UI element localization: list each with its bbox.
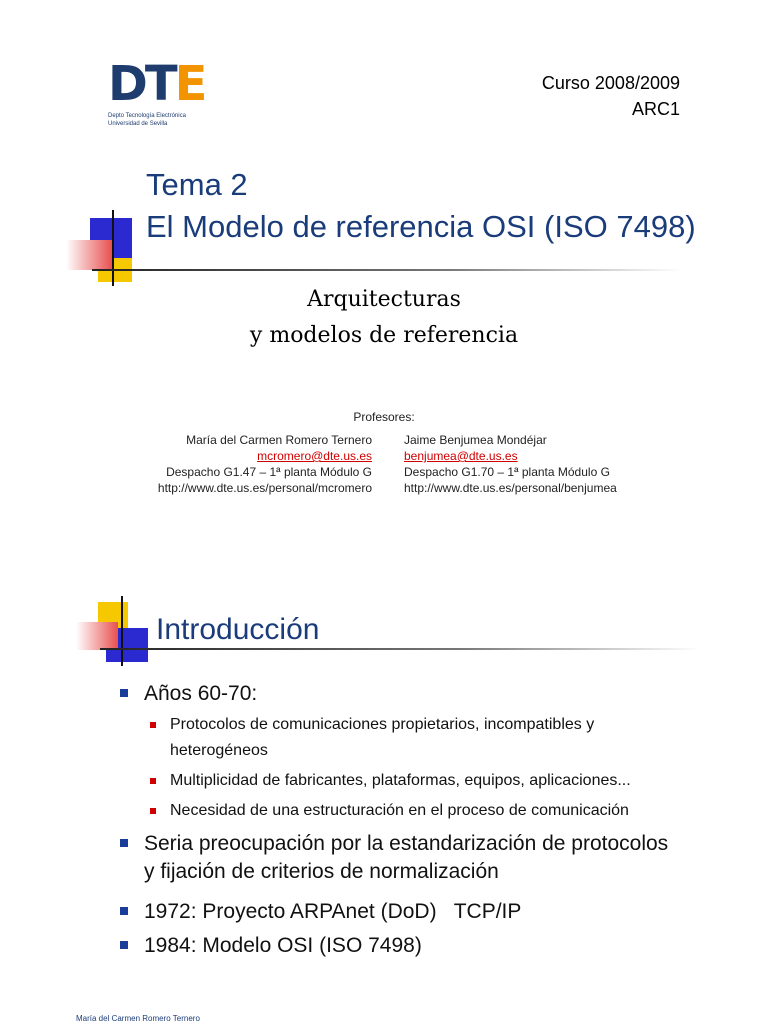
bullet-marker-icon: [120, 941, 128, 949]
course-year: Curso 2008/2009: [541, 73, 680, 93]
prof1-email-link[interactable]: mcromero@dte.us.es: [257, 449, 372, 463]
prof1-url: http://www.dte.us.es/personal/mcromero: [157, 481, 372, 495]
intro-title: Introducción: [156, 613, 320, 646]
slide-title: El Modelo de referencia OSI (ISO 7498): [146, 209, 696, 244]
bullet-marker-icon: [120, 907, 128, 915]
main-heading: [0, 282, 768, 354]
prof2-office: Despacho G1.70 – 1ª planta Módulo G: [404, 465, 610, 479]
dte-logo: [108, 56, 205, 112]
logo-subtitle: [108, 112, 186, 128]
intro-divider: [100, 648, 700, 650]
bullet-marker-icon: [120, 839, 128, 847]
bullet-text: 1972: Proyecto ARPAnet (DoD) TCP/IP: [144, 900, 522, 923]
course-info: [542, 70, 680, 122]
professor-1: [158, 432, 372, 496]
sub-bullet-marker-icon: [150, 778, 156, 784]
bullet-marker-icon: [120, 689, 128, 697]
deco-red-square: [66, 240, 112, 270]
sub-bullet-marker-icon: [150, 722, 156, 728]
prof1-name: María del Carmen Romero Ternero: [186, 433, 372, 447]
logo-line-2: Universidad de Sevilla: [108, 121, 168, 127]
bullet-text: 1984: Modelo OSI (ISO 7498): [144, 934, 422, 957]
prof2-name: Jaime Benjumea Mondéjar: [404, 433, 547, 447]
sub-bullet-text: Necesidad de una estructuración en el proceso de comunicación: [170, 802, 629, 819]
course-code: ARC1: [631, 99, 680, 119]
heading-line-1: Arquitecturas: [307, 287, 461, 312]
title-divider: [92, 269, 682, 271]
intro-deco-red-square: [76, 622, 118, 650]
footer-author: María del Carmen Romero Ternero: [76, 1014, 200, 1023]
logo-line-1: Depto Tecnología Electrónica: [108, 113, 186, 119]
sub-bullet-marker-icon: [150, 808, 156, 814]
prof2-email-link[interactable]: benjumea@dte.us.es: [404, 449, 518, 463]
tema-label: Tema 2: [146, 167, 248, 202]
prof1-office: Despacho G1.47 – 1ª planta Módulo G: [166, 465, 372, 479]
prof2-url: http://www.dte.us.es/personal/benjumea: [404, 481, 617, 495]
logo-mark-right: E: [174, 56, 205, 112]
intro-deco-vertical-line: [121, 596, 123, 666]
bullet-text: Seria preocupación por la estandarización de protocolos y fijación de criterios de normalización: [144, 832, 669, 883]
profesores-label: Profesores:: [353, 410, 415, 424]
logo-mark-left: DT: [108, 56, 175, 112]
deco-vertical-line: [112, 210, 114, 286]
bullet-text: Años 60-70:: [144, 682, 258, 705]
heading-line-2: y modelos de referencia: [249, 323, 519, 348]
sub-bullet-text: Multiplicidad de fabricantes, plataformas, equipos, aplicaciones...: [170, 772, 631, 789]
sub-bullet-text: Protocolos de comunicaciones propietarios, incompatibles y heterogéneos: [170, 716, 595, 759]
professor-2: [404, 432, 617, 496]
